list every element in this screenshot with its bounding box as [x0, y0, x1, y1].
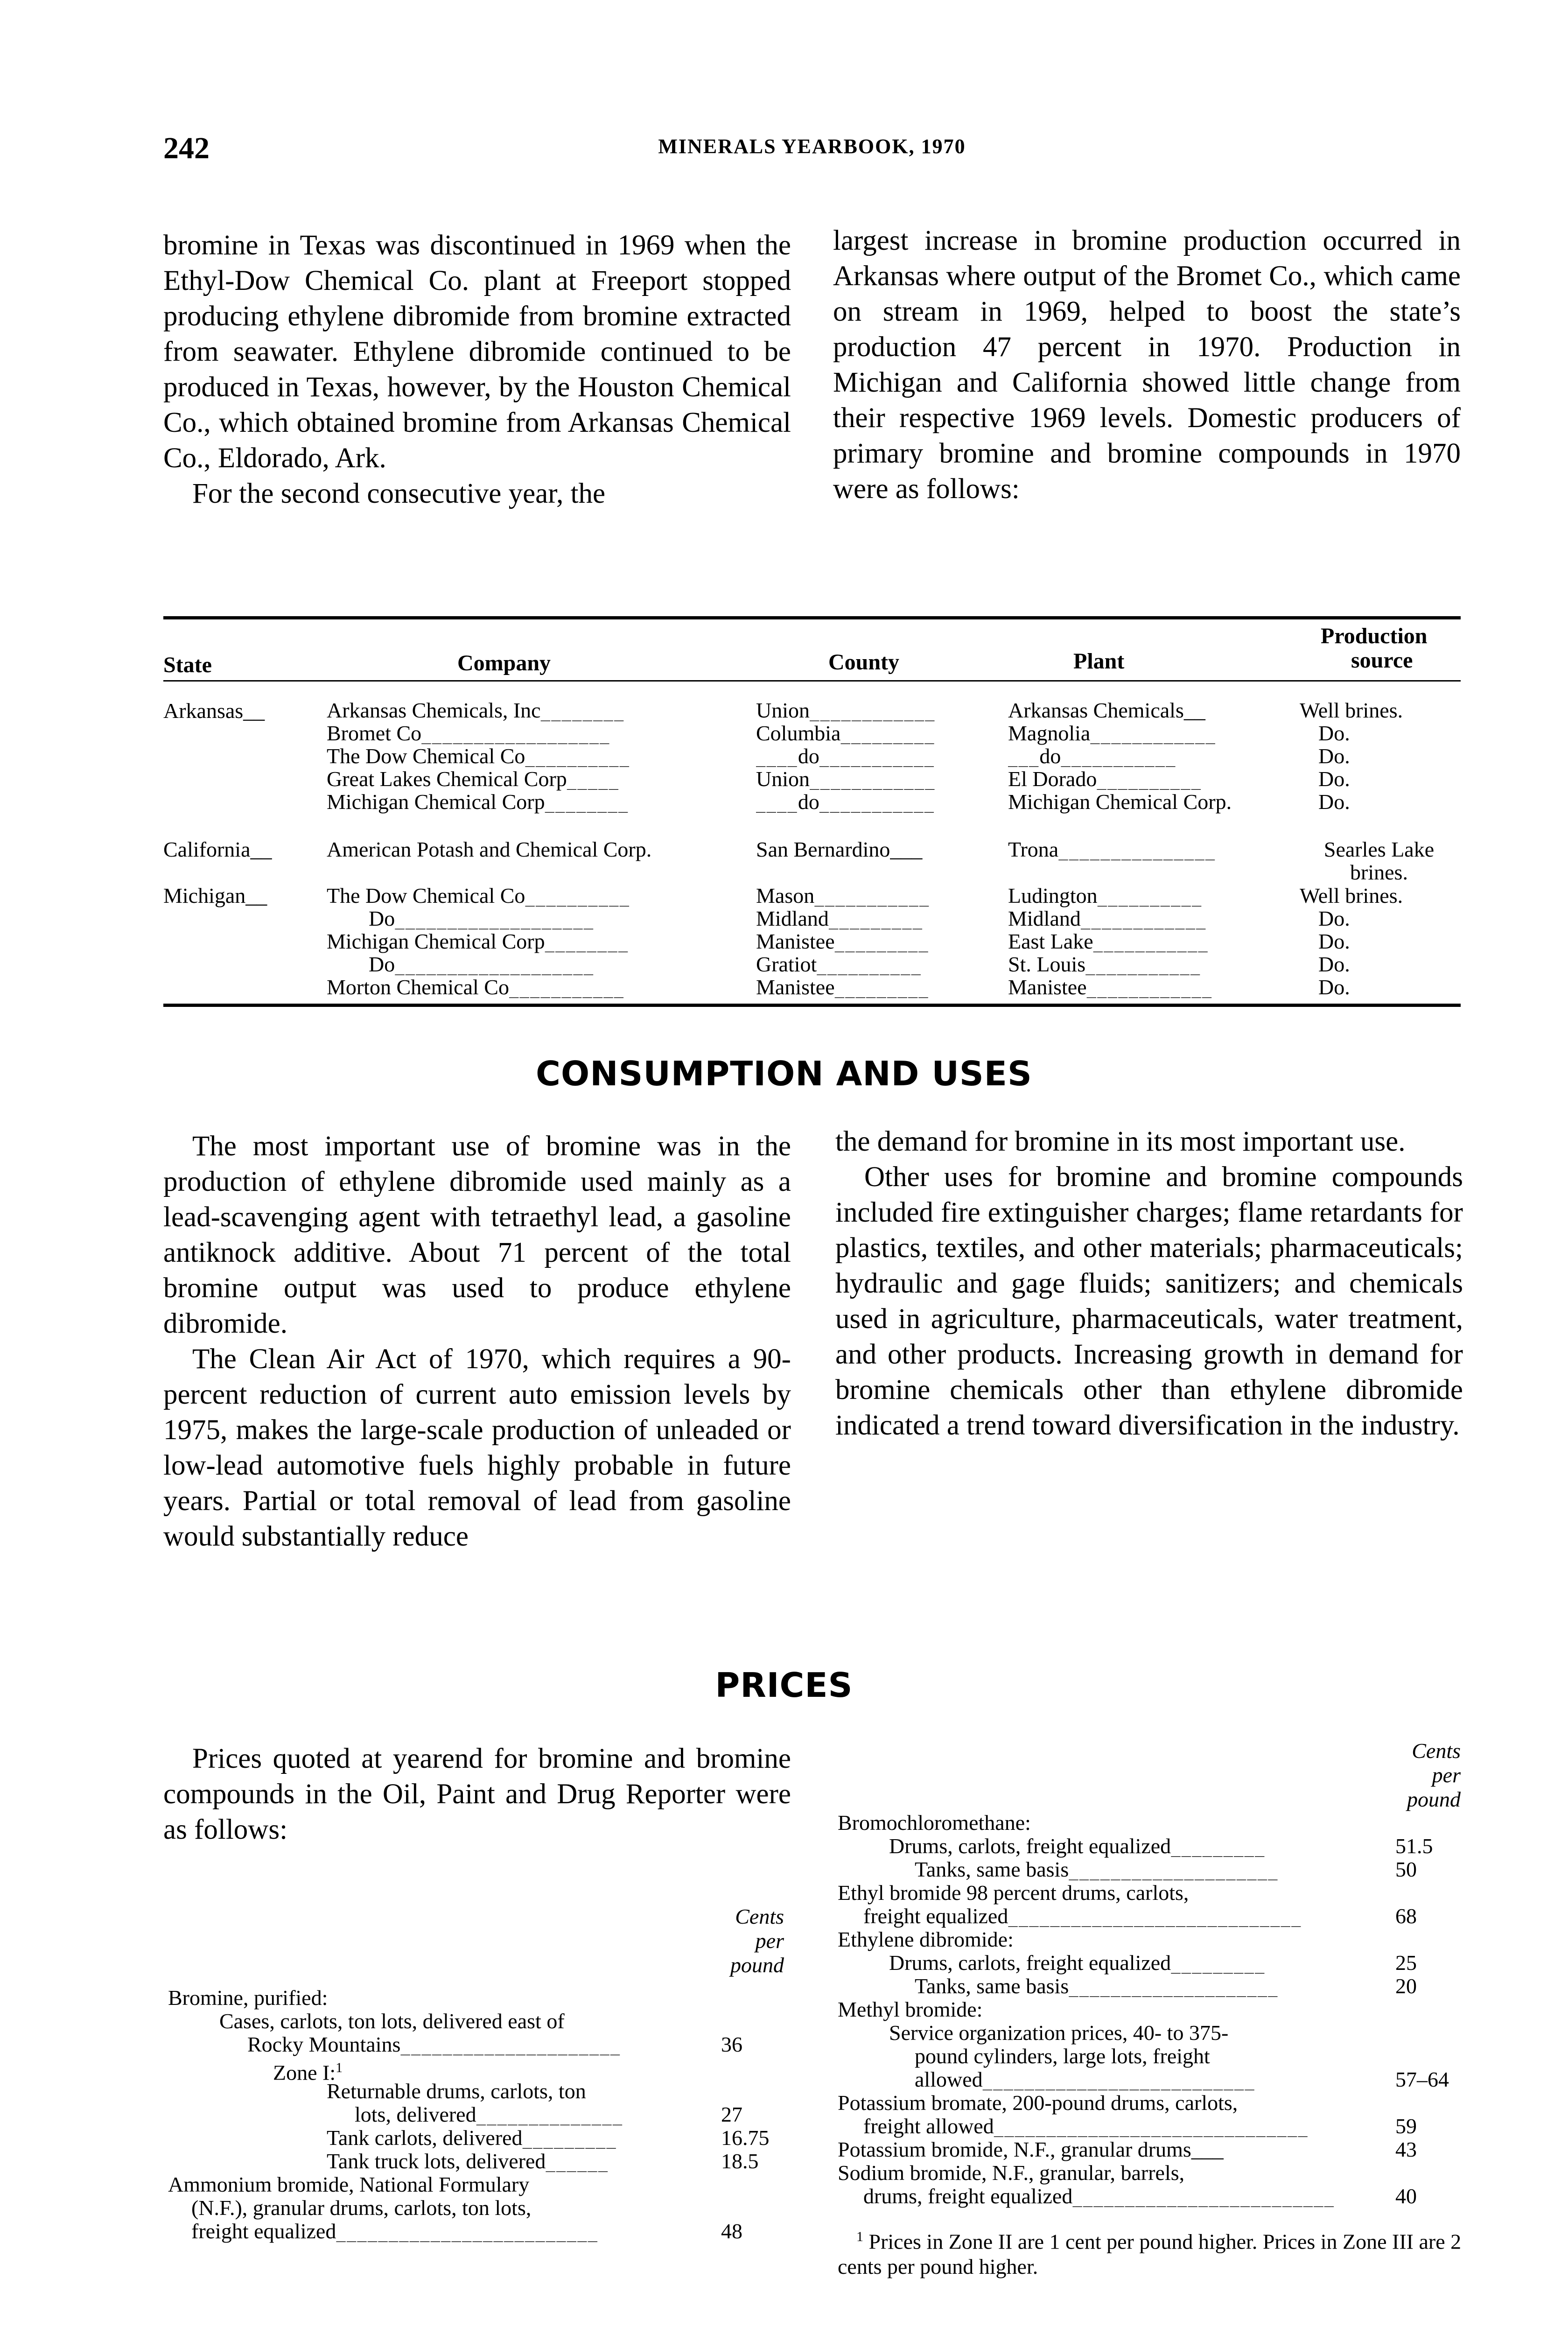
price-line: Ammonium bromide, National Formulary: [168, 2172, 530, 2196]
table-row-plant: Ludington__________: [1008, 884, 1203, 907]
price-line: Tank truck lots, delivered______: [327, 2149, 609, 2173]
price-line: drums, freight equalized_________________________: [863, 2184, 1335, 2208]
consumption-right-column: [835, 1124, 1463, 1443]
col-header-company: Company: [457, 651, 551, 675]
table-row-source: Well brines.: [1300, 698, 1403, 722]
table-row-company: American Potash and Chemical Corp.: [327, 837, 652, 861]
table-row-county: San Bernardino___: [756, 837, 923, 861]
price-line: Ethyl bromide 98 percent drums, carlots,: [838, 1881, 1189, 1905]
table-row-plant: Manistee____________: [1008, 975, 1213, 999]
page-number: 242: [163, 131, 210, 165]
price-footnote: $^1$ Prices in Zone II are 1 cent per pound higher. Prices in Zone III are 2 cents per pound higher.: [838, 2229, 1462, 2279]
table-row-county: Gratiot__________: [756, 952, 922, 976]
table-row-plant: East Lake___________: [1008, 929, 1209, 953]
col-header-state: State: [163, 653, 212, 677]
consumption-left-paragraph-2: The Clean Air Act of 1970, which requires a 90-percent reduction of current auto emission levels by 1975, makes the large-scale production of unleaded or low-lead automotive fuels highly probable in future years. Partial or total removal of lead from gasoline would substantially reduce: [163, 1343, 791, 1552]
price-value: 20: [1395, 1974, 1417, 1998]
col-header-county: County: [828, 650, 900, 675]
table-row-company: Bromet Co__________________: [327, 721, 610, 745]
table-row-plant: El Dorado__________: [1008, 767, 1202, 791]
price-line: Bromine, purified:: [168, 1986, 328, 2010]
table-row-plant: Arkansas Chemicals__: [1008, 698, 1205, 722]
price-line: freight equalized____________________________: [863, 1904, 1302, 1928]
price-line: Drums, carlots, freight equalized_________: [889, 1834, 1266, 1858]
table-row-company: Michigan Chemical Corp________: [327, 790, 629, 814]
consumption-heading: CONSUMPTION AND USES: [536, 1054, 1032, 1093]
table-row-company: Michigan Chemical Corp________: [327, 929, 629, 953]
price-line: Sodium bromide, N.F., granular, barrels,: [838, 2161, 1185, 2185]
state-california: California__: [163, 837, 272, 861]
price-line: Drums, carlots, freight equalized_________: [889, 1951, 1266, 1975]
unit-header-left: Cents per pound: [730, 1905, 784, 1977]
price-value: 25: [1395, 1951, 1417, 1975]
consumption-right-paragraph-2: Other uses for bromine and bromine compounds included fire extinguisher charges; flame retardants for plastics, textiles, and other materials; pharmaceuticals; hydraulic and gage fluids; sanitizers; and chemicals used in agriculture, pharmaceuticals, water treatment, and other products. Increasing growth in demand for bromine chemicals other than ethylene dibromide indicated a trend toward diversification in the industry.: [835, 1161, 1463, 1441]
price-value: 16.75: [721, 2126, 770, 2150]
table-header-rule: [163, 680, 1461, 682]
table-row-plant: ___do___________: [1008, 744, 1176, 768]
col-header-source-1: Production: [1321, 624, 1428, 648]
price-line: Cases, carlots, ton lots, delivered east of: [219, 2009, 565, 2033]
table-row-county: Mason___________: [756, 884, 930, 907]
table-row-county: ____do___________: [756, 744, 935, 768]
price-line: Tanks, same basis____________________: [915, 1974, 1279, 1998]
table-row-county: Midland_________: [756, 907, 924, 930]
table-row-company: The Dow Chemical Co__________: [327, 744, 630, 768]
table-row-company: Do___________________: [369, 907, 595, 930]
table-row-plant: Michigan Chemical Corp.: [1008, 790, 1232, 814]
table-row-county: Union____________: [756, 698, 936, 722]
price-line: Ethylene dibromide:: [838, 1927, 1014, 1951]
table-row-plant: St. Louis___________: [1008, 952, 1201, 976]
price-line: Tanks, same basis____________________: [915, 1857, 1279, 1881]
table-row-company: Morton Chemical Co___________: [327, 975, 625, 999]
table-row-source: Do.: [1318, 767, 1350, 791]
running-title: MINERALS YEARBOOK, 1970: [658, 135, 966, 158]
consumption-left-paragraph-1: The most important use of bromine was in the production of ethylene dibromide used mainly as a lead-scavenging agent with tetraethyl lead, a gasoline antiknock additive. About 71 percent of the total bromine output was used to produce ethylene dibromide.: [163, 1131, 791, 1339]
table-row-company: Arkansas Chemicals, Inc________: [327, 698, 625, 722]
price-line: allowed__________________________: [915, 2067, 1255, 2091]
price-value: 57–64: [1395, 2067, 1449, 2091]
table-row-source: Do.: [1318, 721, 1350, 745]
table-row-source: Do.: [1318, 952, 1350, 976]
table-row-source: Do.: [1318, 744, 1350, 768]
price-value: 40: [1395, 2184, 1417, 2208]
intro-left-paragraph-2: For the second consecutive year, the: [192, 478, 606, 509]
intro-right-column: [833, 223, 1461, 507]
price-line: Potassium bromide, N.F., granular drums___: [838, 2137, 1224, 2161]
table-row-source: Do.: [1318, 975, 1350, 999]
price-line: Bromochloromethane:: [838, 1811, 1031, 1835]
state-arkansas: Arkansas__: [163, 699, 265, 723]
table-row-plant: Magnolia____________: [1008, 721, 1216, 745]
table-row-county: Manistee_________: [756, 975, 929, 999]
table-top-rule: [163, 616, 1461, 619]
table-row-source: Well brines.: [1300, 884, 1403, 907]
prices-heading: PRICES: [715, 1666, 853, 1705]
price-line: Potassium bromate, 200-pound drums, carlots,: [838, 2091, 1238, 2115]
price-value: 59: [1395, 2114, 1417, 2138]
price-value: 36: [721, 2032, 742, 2056]
table-row-plant: Midland____________: [1008, 907, 1207, 930]
table-row-county: Union____________: [756, 767, 936, 791]
price-line: Returnable drums, carlots, ton: [327, 2079, 586, 2103]
consumption-right-paragraph-1: the demand for bromine in its most important use.: [835, 1126, 1406, 1157]
table-row-company: Do___________________: [369, 952, 595, 976]
state-michigan: Michigan__: [163, 884, 267, 907]
unit-header-right: Cents per pound: [1407, 1739, 1461, 1811]
table-row-county: Columbia_________: [756, 721, 935, 745]
price-value: 18.5: [721, 2149, 759, 2173]
price-line: lots, delivered______________: [355, 2102, 623, 2126]
table-row-company: Great Lakes Chemical Corp_____: [327, 767, 620, 791]
price-value: 68: [1395, 1904, 1417, 1928]
table-row-source: Searles Lake brines.: [1323, 837, 1435, 884]
price-line: freight allowed______________________________: [863, 2114, 1309, 2138]
table-row-county: ____do___________: [756, 790, 935, 814]
price-line: Rocky Mountains_____________________: [247, 2032, 621, 2056]
table-bottom-rule: [163, 1004, 1461, 1007]
table-row-company: The Dow Chemical Co__________: [327, 884, 630, 907]
intro-left-column: [163, 228, 791, 512]
price-line: (N.F.), granular drums, carlots, ton lots,: [191, 2196, 532, 2220]
price-line: Zone I:$^1$: [273, 2060, 343, 2085]
price-line: Methyl bromide:: [838, 1997, 983, 2021]
page-header: [163, 131, 1461, 173]
intro-right-paragraph-1: largest increase in bromine production occurred in Arkansas where output of the Bromet Co., which came on stream in 1969, helped to boost the state’s production 47 percent in 1970. Production in Michigan and California showed little change from their respective 1969 levels. Domestic producers of primary bromine and bromine compounds in 1970 were as follows:: [833, 225, 1461, 505]
table-row-county: Manistee_________: [756, 929, 929, 953]
table-row-source: Do.: [1318, 907, 1350, 930]
table-row-plant: Trona_______________: [1008, 837, 1216, 861]
price-value: 50: [1395, 1857, 1417, 1881]
price-value: 51.5: [1395, 1834, 1433, 1858]
price-line: freight equalized_________________________: [191, 2219, 599, 2243]
table-row-source: Do.: [1318, 929, 1350, 953]
price-line: Service organization prices, 40- to 375-: [889, 2021, 1229, 2045]
price-line: pound cylinders, large lots, freight: [915, 2044, 1210, 2068]
price-value: 43: [1395, 2137, 1417, 2161]
table-row-source: Do.: [1318, 790, 1350, 814]
price-line: Tank carlots, delivered_________: [327, 2126, 617, 2150]
intro-left-paragraph-1: bromine in Texas was discontinued in 1969 when the Ethyl-Dow Chemical Co. plant at Freeport stopped producing ethylene dibromide from bromine extracted from seawater. Ethylene dibromide continued to be produced in Texas, however, by the Houston Chemical Co., which obtained bromine from Arkansas Chemical Co., Eldorado, Ark.: [163, 230, 791, 474]
prices-intro: Prices quoted at yearend for bromine and bromine compounds in the Oil, Paint and Drug Reporter were as follows:: [163, 1743, 791, 1845]
consumption-left-column: [163, 1129, 791, 1554]
price-value: 48: [721, 2219, 742, 2243]
col-header-plant: Plant: [1073, 649, 1125, 674]
price-value: 27: [721, 2102, 742, 2126]
col-header-source-2: source: [1351, 648, 1413, 673]
